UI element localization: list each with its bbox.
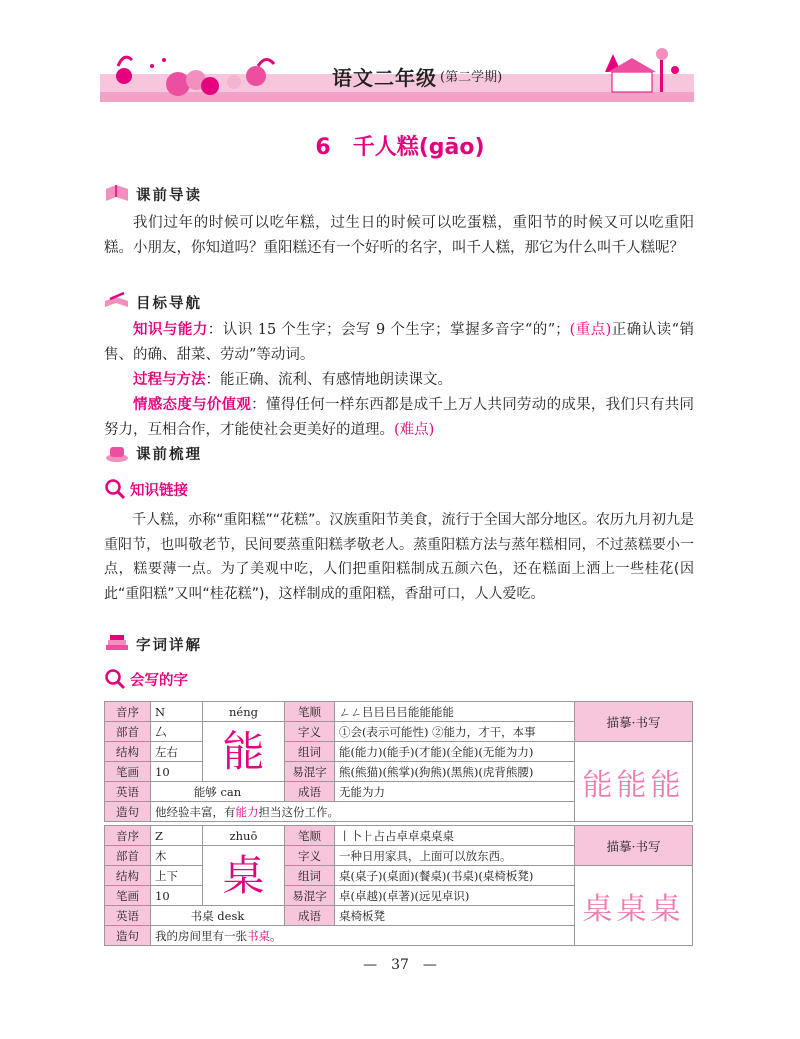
knowledge-link-paragraph: 千人糕，亦称“重阳糕”“花糕”。汉族重阳节美食，流行于全国大部分地区。农历九月初九是重阳节，也叫敬老节，民间要蒸重阳糕孝敬老人。蒸重阳糕方法与蒸年糕相同，不过蒸糕要小一点，糕要薄一点。为了美观中吃，人们把重阳糕制成五颜六色，还在糕面上洒上一些桂花(因此“重阳糕”又叫“桂花糕”)，这样制成的重阳糕，香甜可口，人人爱吃。 (104, 512, 694, 602)
section-word-detail-heading: 字词详解 (104, 632, 202, 656)
goal-emotion-label: 情感态度与价值观 (133, 397, 252, 413)
books-icon (104, 633, 130, 655)
section-goals-heading: 目标导航 (104, 290, 202, 314)
goal-process-label: 过程与方法 (133, 372, 206, 388)
book-icon (104, 183, 130, 205)
stroke-order: 丨卜⺊占占卓卓桌桌桌 (335, 826, 575, 846)
write-chars-heading: 会写的字 (104, 667, 188, 691)
page-number: — 37 — (363, 957, 437, 973)
char-table-neng: 音序 N néng 笔顺 ㄥㄥ㠯㠯㠯㠯能能能能 描摹·书写 部首 厶 能 字义 ①会(表示可能性) ②能力，才干，本事 结构 左右 组词 能(能力)(能手)(才能)(全能)(无能为力) 能能能 笔画 10 易混字 熊(熊猫)(熊掌)(狗熊)(黑熊)(虎背熊腰) 英语 能够 can 成语 无能为力 造句 他经验丰富，有能力担当这份工作。 (104, 701, 693, 822)
trace-writing[interactable]: 桌桌桌 (575, 866, 693, 946)
knowledge-link-heading: 知识链接 (104, 477, 188, 501)
goal-emotion: 情感态度与价值观：懂得任何一样东西都是成千上万人共同劳动的成果，我们只有共同努力，互相合作，才能使社会更美好的道理。(难点) (104, 397, 695, 438)
magnifier-icon (104, 668, 126, 690)
example-sentence: 他经验丰富，有能力担当这份工作。 (151, 802, 575, 822)
header-banner (100, 36, 694, 102)
pencil-book-icon (104, 291, 130, 313)
lesson-title: 6 千人糕(gāo) (315, 135, 485, 160)
book-title: 语文二年级 (332, 66, 437, 90)
term-label: (第二学期) (440, 70, 503, 85)
stroke-order: ㄥㄥ㠯㠯㠯㠯能能能能 (335, 702, 575, 722)
section-review-heading: 课前梳理 (104, 441, 202, 465)
example-sentence: 我的房间里有一张书桌。 (151, 926, 575, 946)
big-character: 桌 (203, 846, 285, 906)
trace-writing[interactable]: 能能能 (575, 742, 693, 822)
goal-knowledge-label: 知识与能力 (133, 322, 208, 338)
goal-process: 过程与方法：能正确、流利、有感情地朗读课文。 (133, 372, 452, 388)
magnifier-icon (104, 478, 126, 500)
preview-paragraph: 我们过年的时候可以吃年糕，过生日的时候可以吃蛋糕，重阳节的时候又可以吃重阳糕。小朋友，你知道吗？重阳糕还有一个好听的名字，叫千人糕，那它为什么叫千人糕呢？ (104, 215, 694, 256)
char-table-zhuo: 音序 Z zhuō 笔顺 丨卜⺊占占卓卓桌桌桌 描摹·书写 部首 木 桌 字义 一种日用家具，上面可以放东西。 结构 上下 组词 桌(桌子)(桌面)(餐桌)(书桌)(桌椅板凳) 桌桌桌 笔画 10 易混字 卓(卓越)(卓著)(远见卓识) 英语 书桌 desk 成语 桌椅板凳 造句 我的房间里有一张书桌。 (104, 825, 693, 946)
section-preview-heading: 课前导读 (104, 182, 202, 206)
cup-icon (104, 442, 130, 464)
big-character: 能 (203, 722, 285, 782)
difficult-point-tag: (难点) (394, 422, 435, 438)
goal-knowledge: 知识与能力：认识 15 个生字；会写 9 个生字；掌握多音字“的”；(重点)正确认读“销售、的确、甜菜、劳动”等动词。 (104, 322, 694, 363)
key-point-tag: (重点) (569, 322, 612, 338)
